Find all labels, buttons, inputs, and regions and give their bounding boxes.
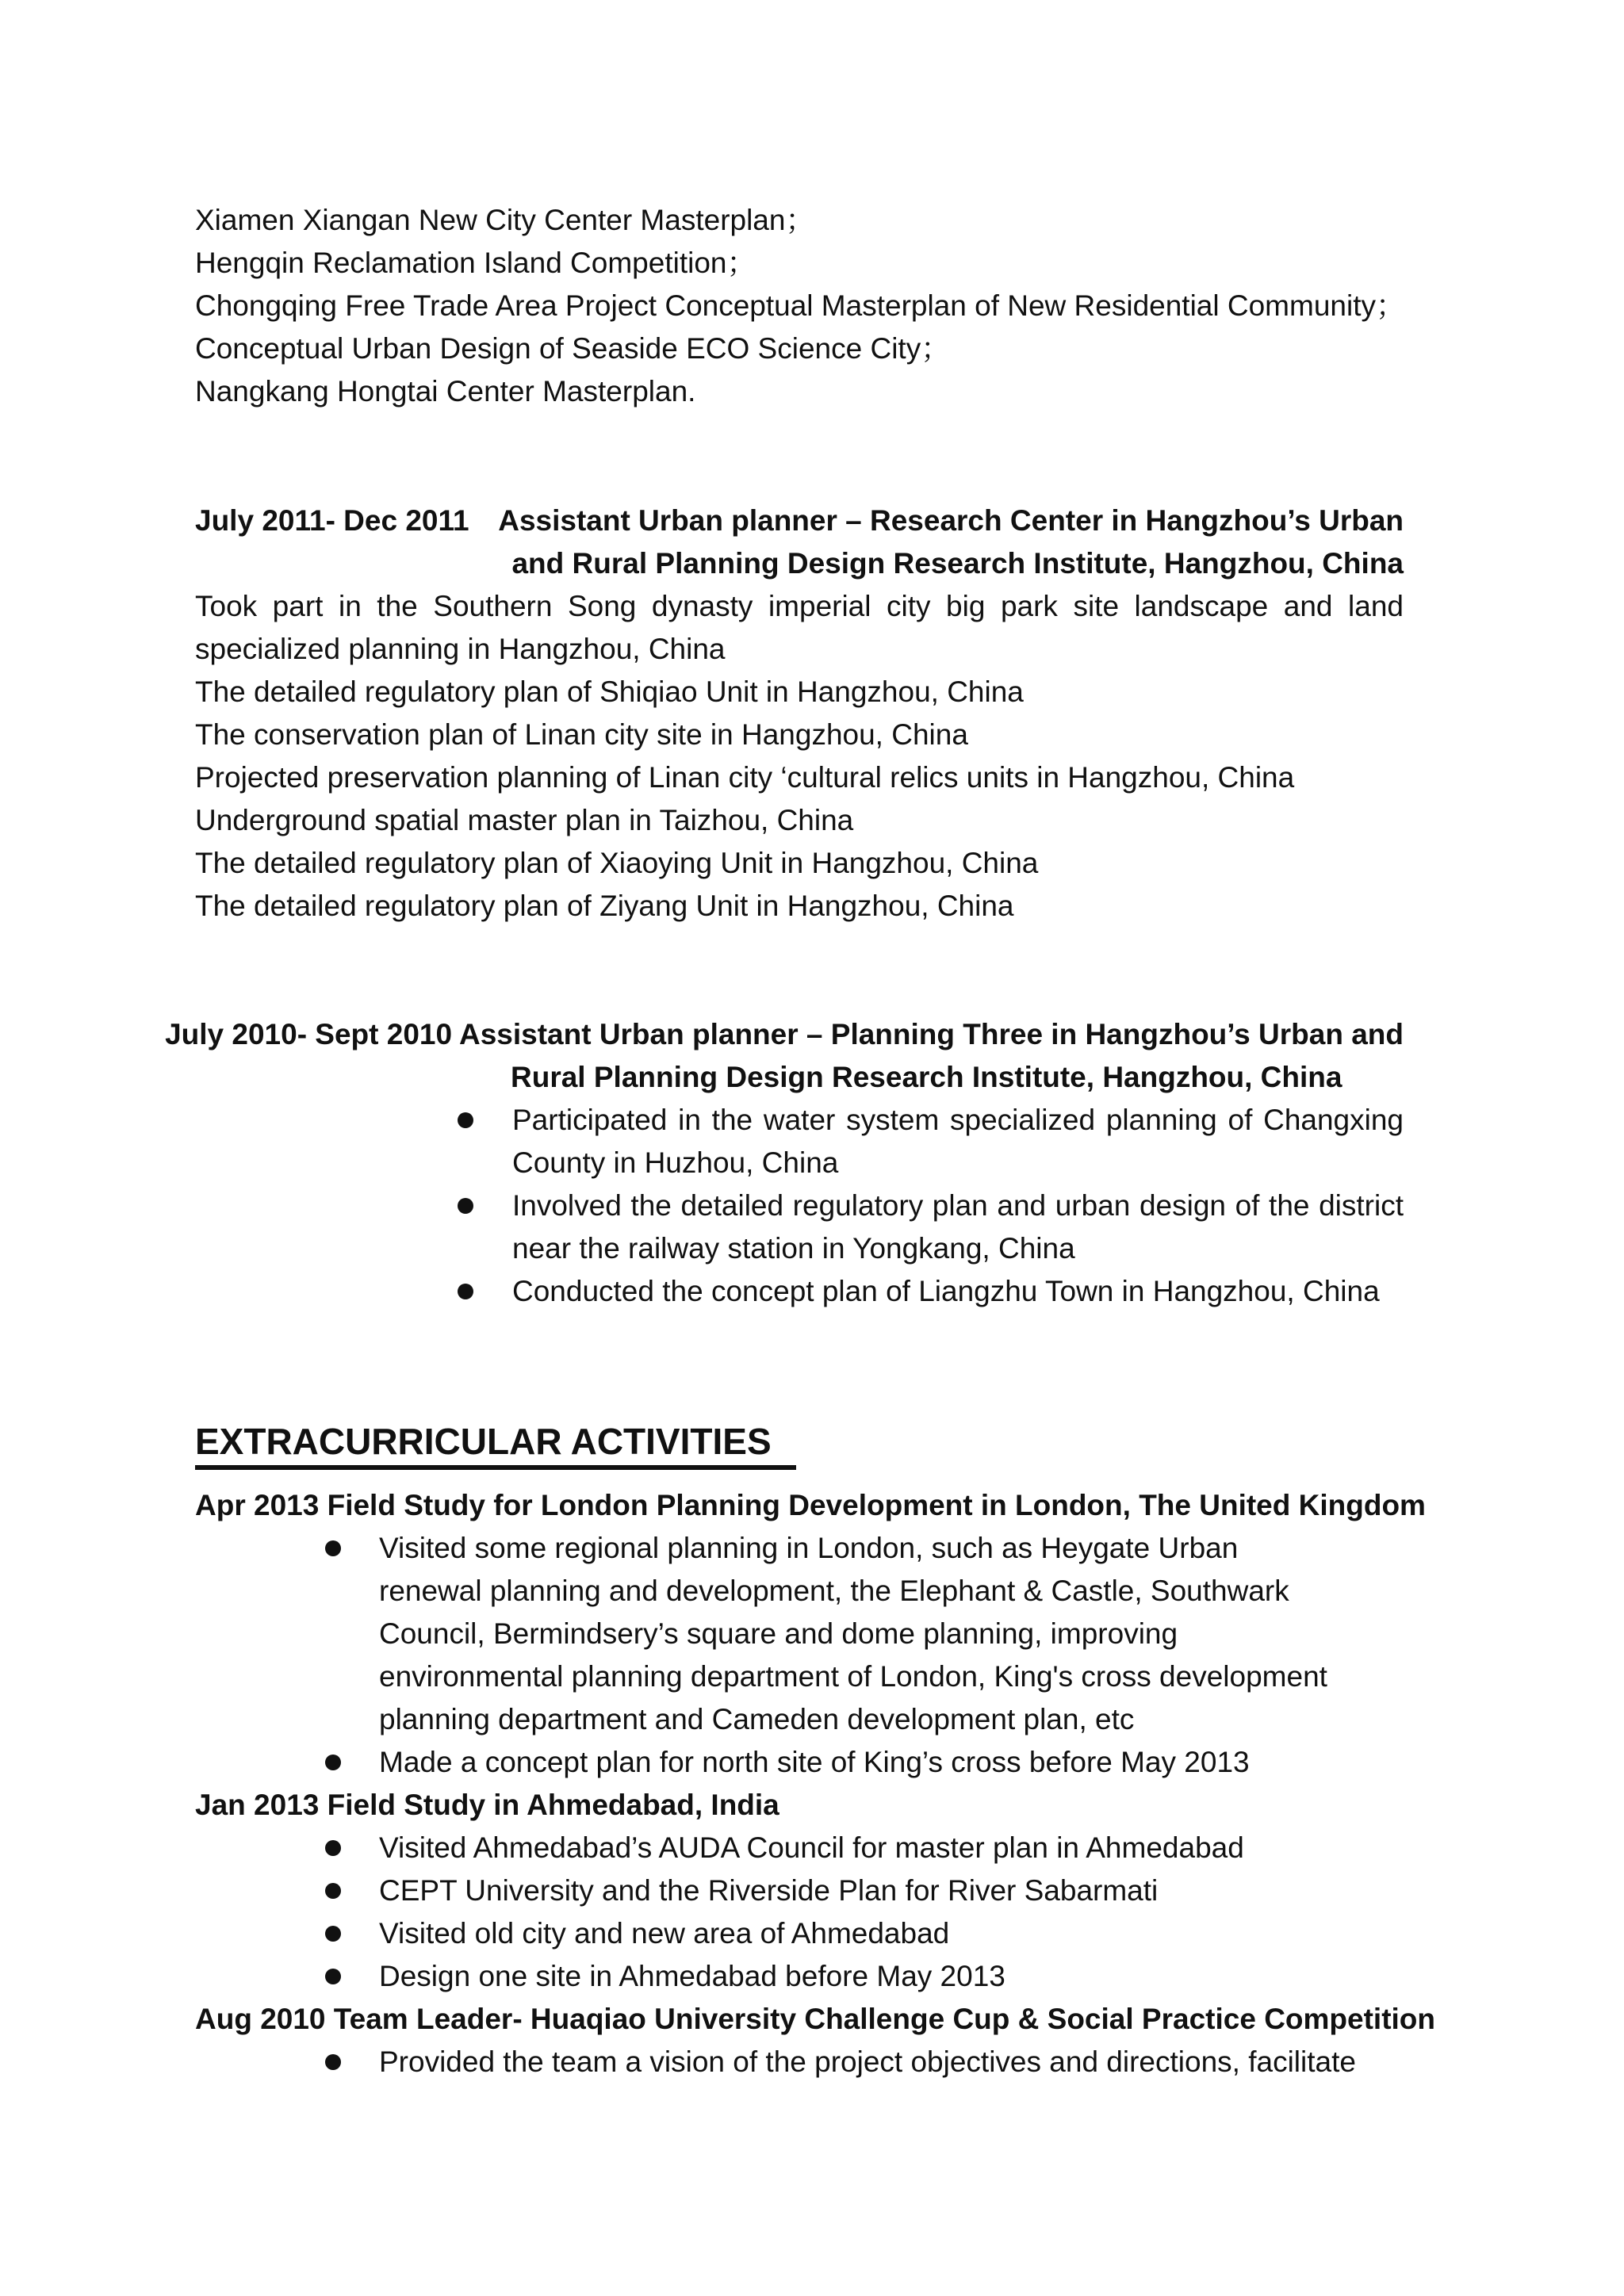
job-2010-header-line2: Rural Planning Design Research Institute, Hangzhou, China — [511, 1061, 1342, 1093]
project-line: Chongqing Free Trade Area Project Conceptual Masterplan of New Residential Community； — [195, 289, 1405, 322]
bullet-dot-icon — [458, 1198, 473, 1214]
activity-title: Aug 2010 Team Leader- Huaqiao University Challenge Cup & Social Practice Competition — [195, 2003, 1435, 2035]
bullet-dot-icon — [325, 1883, 341, 1899]
bullet-text: Involved the detailed regulatory plan and urban design of the district near the railway station in Yongkang, China — [512, 1189, 1404, 1265]
activity-title: Jan 2013 Field Study in Ahmedabad, India — [195, 1789, 779, 1821]
bullet-text: Provided the team a vision of the project objectives and directions, facilitate — [379, 2045, 1356, 2078]
bullet-dot-icon — [325, 1926, 341, 1942]
job-2011-dates: July 2011- Dec 2011 — [195, 504, 469, 537]
job-2011-item: The conservation plan of Linan city site in Hangzhou, China — [195, 718, 968, 751]
list-item — [0, 1099, 1624, 1184]
bullet-dot-icon — [325, 1755, 341, 1770]
job-2011-item: Underground spatial master plan in Taizhou, China — [195, 804, 854, 836]
project-line: Hengqin Reclamation Island Competition； — [195, 247, 756, 279]
project-line: Conceptual Urban Design of Seaside ECO Science City； — [195, 332, 951, 365]
section-heading: EXTRACURRICULAR ACTIVITIES — [195, 1421, 772, 1462]
bullet-dot-icon — [325, 1840, 341, 1856]
job-2011-item: The detailed regulatory plan of Ziyang Unit in Hangzhou, China — [195, 890, 1014, 922]
bullet-text: Design one site in Ahmedabad before May 2013 — [379, 1960, 1005, 1992]
bullet-text: CEPT University and the Riverside Plan for River Sabarmati — [379, 1874, 1159, 1907]
list-item — [0, 1827, 1624, 1869]
bullet-dot-icon — [325, 1540, 341, 1556]
bullet-dot-icon — [458, 1112, 473, 1128]
list-item — [0, 1527, 1624, 1741]
bullet-text: Visited old city and new area of Ahmedabad — [379, 1917, 950, 1950]
activity-title: Apr 2013 Field Study for London Planning Development in London, The United Kingdom — [195, 1489, 1426, 1521]
list-item — [0, 2041, 1624, 2084]
job-2011-item: Projected preservation planning of Linan city ‘cultural relics units in Hangzhou, China — [195, 761, 1295, 794]
job-2011-item: The detailed regulatory plan of Xiaoying Unit in Hangzhou, China — [195, 847, 1039, 879]
list-item — [0, 1270, 1624, 1313]
list-item — [0, 1741, 1624, 1784]
bullet-text: Visited some regional planning in London, such as Heygate Urban renewal planning and development, the Elephant & Castle, Southwark Council, Bermindsery’s square and dome planning, improving environmental planning department of London, King's cross development planning department and Cameden development plan, etc — [379, 1532, 1327, 1735]
job-2011-item: The detailed regulatory plan of Shiqiao Unit in Hangzhou, China — [195, 675, 1024, 708]
heading-underline — [195, 1465, 796, 1470]
job-2011-title-line1: Assistant Urban planner – Research Center in Hangzhou’s Urban — [498, 504, 1404, 537]
list-item — [0, 1869, 1624, 1912]
job-2010-header-line1: July 2010- Sept 2010 Assistant Urban planner – Planning Three in Hangzhou’s Urban and — [165, 1018, 1404, 1050]
project-line: Xiamen Xiangan New City Center Masterplan； — [195, 204, 815, 236]
list-item — [0, 1184, 1624, 1270]
project-line: Nangkang Hongtai Center Masterplan. — [195, 375, 696, 408]
job-2011-paragraph: Took part in the Southern Song dynasty imperial city big park site landscape and land specialized planning in Hangzhou, China — [195, 590, 1404, 665]
bullet-dot-icon — [458, 1284, 473, 1299]
bullet-text: Participated in the water system specialized planning of Changxing County in Huzhou, China — [512, 1104, 1404, 1179]
bullet-dot-icon — [325, 2054, 341, 2070]
bullet-text: Visited Ahmedabad’s AUDA Council for master plan in Ahmedabad — [379, 1831, 1244, 1864]
bullet-text: Conducted the concept plan of Liangzhu Town in Hangzhou, China — [512, 1275, 1380, 1307]
list-item — [0, 1912, 1624, 1955]
bullet-text: Made a concept plan for north site of King’s cross before May 2013 — [379, 1746, 1250, 1778]
list-item — [0, 1955, 1624, 1998]
job-2011-title-line2: and Rural Planning Design Research Institute, Hangzhou, China — [511, 547, 1404, 580]
bullet-dot-icon — [325, 1969, 341, 1984]
